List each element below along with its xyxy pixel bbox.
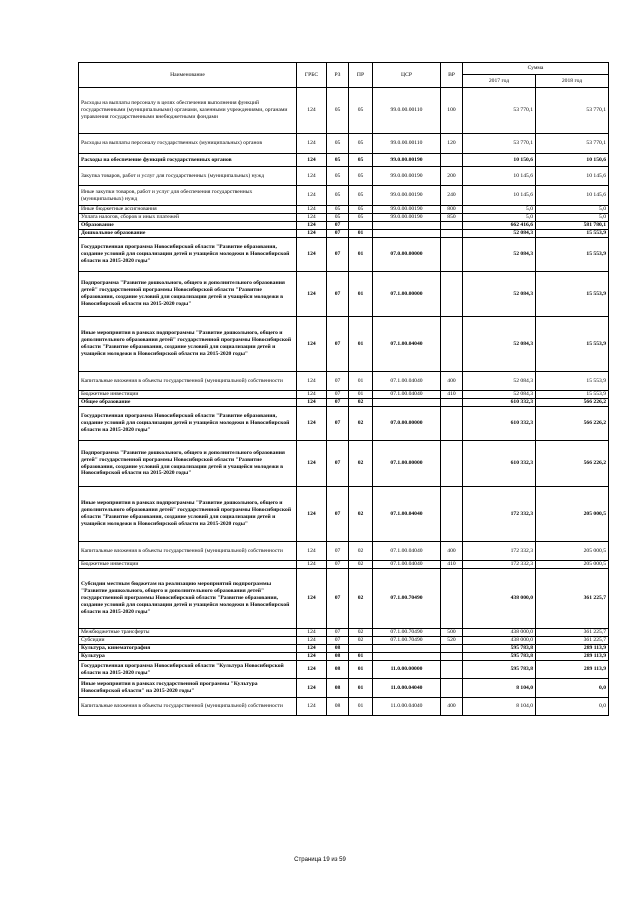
cell-vr <box>441 317 463 372</box>
cell-pr: 01 <box>349 391 373 399</box>
cell-v2017: 53 770,1 <box>463 88 536 134</box>
cell-v2017: 595 783,8 <box>463 653 536 661</box>
cell-grbs: 124 <box>297 542 327 561</box>
cell-vr <box>441 487 463 542</box>
cell-name: Расходы на выплаты персоналу в целях обеспечения выполнения функций государственными (муниципальными) органами, казенными учреждениями, органами управления государственными внебюджетными фондами <box>79 88 297 134</box>
cell-grbs: 124 <box>297 653 327 661</box>
table-row <box>79 238 609 272</box>
cell-pr: 05 <box>349 206 373 214</box>
cell-v2017: 172 332,3 <box>463 542 536 561</box>
cell-v2018: 289 113,9 <box>536 645 609 653</box>
cell-csr: 99.0.00.00110 <box>373 134 441 154</box>
cell-pr: 05 <box>349 186 373 206</box>
cell-rz: 07 <box>327 222 349 230</box>
cell-v2017: 53 770,1 <box>463 134 536 154</box>
cell-pr: 01 <box>349 238 373 272</box>
header-year-2017: 2017 год <box>463 75 536 88</box>
cell-name: Расходы на обеспечение функций государственных органов <box>79 154 297 167</box>
cell-vr <box>441 645 463 653</box>
cell-rz: 07 <box>327 272 349 317</box>
cell-v2017: 52 084,3 <box>463 238 536 272</box>
cell-v2017: 438 000,0 <box>463 629 536 637</box>
cell-rz: 08 <box>327 645 349 653</box>
cell-name: Бюджетные инвестиции <box>79 391 297 399</box>
cell-name: Иные мероприятия в рамках подпрограммы "Развитие дошкольного, общего и дополнительного образования детей" государственной программы Новосибирской области "Развитие образования, создание условий для социализации детей и учащейся молодежи в Новосибирской области на 2015-2020 годы" <box>79 487 297 542</box>
cell-pr: 01 <box>349 679 373 698</box>
table-row <box>79 272 609 317</box>
cell-grbs: 124 <box>297 238 327 272</box>
cell-rz: 07 <box>327 230 349 238</box>
cell-csr: 99.0.00.00190 <box>373 186 441 206</box>
cell-pr: 01 <box>349 698 373 716</box>
cell-rz: 07 <box>327 629 349 637</box>
cell-csr <box>373 399 441 407</box>
cell-csr <box>373 230 441 238</box>
cell-v2017: 438 000,0 <box>463 637 536 645</box>
table-row <box>79 317 609 372</box>
cell-csr: 07.1.00.00000 <box>373 441 441 487</box>
cell-pr: 02 <box>349 487 373 542</box>
cell-grbs: 124 <box>297 391 327 399</box>
table-row <box>79 186 609 206</box>
cell-v2017: 662 416,6 <box>463 222 536 230</box>
cell-pr: 02 <box>349 569 373 629</box>
table-row <box>79 206 609 214</box>
cell-pr: 01 <box>349 653 373 661</box>
cell-pr: 02 <box>349 407 373 441</box>
cell-grbs: 124 <box>297 154 327 167</box>
cell-vr <box>441 230 463 238</box>
cell-grbs: 124 <box>297 637 327 645</box>
cell-pr: 01 <box>349 272 373 317</box>
cell-name: Государственная программа Новосибирской области "Развитие образования, создание условий для социализации детей и учащейся молодежи в Новосибирской области на 2015-2020 годы" <box>79 238 297 272</box>
cell-pr: 05 <box>349 88 373 134</box>
cell-v2018: 15 553,9 <box>536 391 609 399</box>
cell-v2017: 10 145,6 <box>463 167 536 186</box>
page-footer: Страница 19 из 59 <box>294 857 346 863</box>
cell-csr: 11.0.00.04040 <box>373 698 441 716</box>
cell-vr: 850 <box>441 214 463 222</box>
cell-vr <box>441 441 463 487</box>
cell-v2017: 52 084,3 <box>463 372 536 391</box>
cell-csr: 07.1.00.70490 <box>373 569 441 629</box>
cell-csr: 07.1.00.70490 <box>373 629 441 637</box>
cell-csr: 07.1.00.04040 <box>373 561 441 569</box>
cell-csr <box>373 653 441 661</box>
cell-grbs: 124 <box>297 372 327 391</box>
cell-v2018: 289 113,9 <box>536 661 609 679</box>
header-pr: ПР <box>349 63 373 88</box>
cell-vr: 410 <box>441 561 463 569</box>
cell-pr: 01 <box>349 661 373 679</box>
cell-pr <box>349 645 373 653</box>
cell-name: Капитальные вложения в объекты государственной (муниципальной) собственности <box>79 542 297 561</box>
cell-rz: 07 <box>327 372 349 391</box>
cell-v2017: 438 000,0 <box>463 569 536 629</box>
cell-name: Субсидии местным бюджетам на реализацию мероприятий подпрограммы "Развитие дошкольного, общего и дополнительного образования детей" государственной программы Новосибирской области "Развитие образования, создание условий для социализации детей и учащейся молодежи в Новосибирской области на 2015-2020 годы" <box>79 569 297 629</box>
cell-name: Закупка товаров, работ и услуг для государственных (муниципальных) нужд <box>79 167 297 186</box>
cell-csr: 99.0.00.00190 <box>373 154 441 167</box>
cell-vr: 120 <box>441 134 463 154</box>
cell-rz: 07 <box>327 317 349 372</box>
cell-vr: 410 <box>441 391 463 399</box>
table-body <box>79 88 609 716</box>
cell-v2018: 566 226,2 <box>536 399 609 407</box>
cell-pr: 05 <box>349 154 373 167</box>
cell-vr <box>441 569 463 629</box>
cell-vr <box>441 653 463 661</box>
cell-name: Подпрограмма "Развитие дошкольного, общего и дополнительного образования детей" государственной программы Новосибирской области "Развитие образования, создание условий для социализации детей и учащейся молодежи в Новосибирской области на 2015-2020 годы" <box>79 441 297 487</box>
table-row <box>79 214 609 222</box>
cell-vr: 240 <box>441 186 463 206</box>
cell-name: Общее образование <box>79 399 297 407</box>
cell-v2017: 52 084,3 <box>463 272 536 317</box>
table-row <box>79 372 609 391</box>
cell-rz: 07 <box>327 487 349 542</box>
cell-rz: 07 <box>327 391 349 399</box>
cell-pr: 05 <box>349 214 373 222</box>
cell-rz: 05 <box>327 134 349 154</box>
cell-vr: 200 <box>441 167 463 186</box>
cell-v2018: 15 553,9 <box>536 230 609 238</box>
cell-csr: 99.0.00.00190 <box>373 214 441 222</box>
cell-grbs: 124 <box>297 407 327 441</box>
cell-grbs: 124 <box>297 167 327 186</box>
cell-name: Дошкольное образование <box>79 230 297 238</box>
table-row <box>79 653 609 661</box>
cell-vr <box>441 661 463 679</box>
cell-name: Государственная программа Новосибирской области "Развитие образования, создание условий для социализации детей и учащейся молодежи в Новосибирской области на 2015-2020 годы" <box>79 407 297 441</box>
cell-grbs: 124 <box>297 214 327 222</box>
table-row <box>79 88 609 134</box>
cell-rz: 08 <box>327 653 349 661</box>
cell-v2018: 566 226,2 <box>536 441 609 487</box>
cell-grbs: 124 <box>297 661 327 679</box>
cell-v2018: 361 225,7 <box>536 569 609 629</box>
table-row <box>79 167 609 186</box>
cell-v2018: 15 553,9 <box>536 238 609 272</box>
cell-v2017: 610 332,3 <box>463 399 536 407</box>
cell-v2018: 361 225,7 <box>536 637 609 645</box>
cell-csr: 07.1.00.00000 <box>373 272 441 317</box>
cell-vr <box>441 407 463 441</box>
cell-pr: 02 <box>349 399 373 407</box>
cell-rz: 08 <box>327 698 349 716</box>
cell-grbs: 124 <box>297 561 327 569</box>
cell-name: Межбюджетные трансферты <box>79 629 297 637</box>
cell-name: Иные бюджетные ассигнования <box>79 206 297 214</box>
cell-csr: 07.1.00.04040 <box>373 542 441 561</box>
cell-v2018: 15 553,9 <box>536 317 609 372</box>
cell-rz: 05 <box>327 214 349 222</box>
table-row <box>79 154 609 167</box>
cell-pr: 01 <box>349 372 373 391</box>
cell-name: Уплата налогов, сборов и иных платежей <box>79 214 297 222</box>
cell-csr: 11.0.00.00000 <box>373 661 441 679</box>
cell-name: Иные мероприятия в рамках государственной программы "Культура Новосибирской области" на 2015-2020 годы" <box>79 679 297 698</box>
cell-pr: 02 <box>349 441 373 487</box>
cell-csr: 07.1.00.04040 <box>373 487 441 542</box>
cell-vr: 500 <box>441 629 463 637</box>
table-row <box>79 222 609 230</box>
cell-rz: 05 <box>327 88 349 134</box>
header-grbs: ГРБС <box>297 63 327 88</box>
cell-vr: 400 <box>441 542 463 561</box>
cell-rz: 07 <box>327 441 349 487</box>
cell-grbs: 124 <box>297 222 327 230</box>
header-vr: ВР <box>441 63 463 88</box>
cell-v2018: 53 770,1 <box>536 88 609 134</box>
cell-rz: 07 <box>327 561 349 569</box>
cell-vr <box>441 399 463 407</box>
cell-grbs: 124 <box>297 317 327 372</box>
cell-name: Иные закупки товаров, работ и услуг для обеспечения государственных (муниципальных) нужд <box>79 186 297 206</box>
cell-grbs: 124 <box>297 698 327 716</box>
table-row <box>79 399 609 407</box>
cell-grbs: 124 <box>297 487 327 542</box>
cell-pr: 02 <box>349 561 373 569</box>
cell-rz: 05 <box>327 167 349 186</box>
cell-v2017: 10 150,6 <box>463 154 536 167</box>
cell-grbs: 124 <box>297 186 327 206</box>
cell-csr <box>373 222 441 230</box>
cell-v2017: 5,0 <box>463 214 536 222</box>
cell-csr: 07.1.00.04040 <box>373 317 441 372</box>
table-row <box>79 629 609 637</box>
header-year-2018: 2018 год <box>536 75 609 88</box>
cell-v2018: 205 000,5 <box>536 561 609 569</box>
cell-vr: 520 <box>441 637 463 645</box>
cell-pr: 02 <box>349 637 373 645</box>
cell-v2017: 610 332,3 <box>463 407 536 441</box>
cell-v2018: 15 553,9 <box>536 272 609 317</box>
cell-rz: 07 <box>327 238 349 272</box>
cell-vr <box>441 222 463 230</box>
table-row <box>79 407 609 441</box>
table-row <box>79 637 609 645</box>
budget-table <box>78 62 609 716</box>
cell-v2018: 205 000,5 <box>536 487 609 542</box>
cell-grbs: 124 <box>297 134 327 154</box>
cell-v2017: 52 084,3 <box>463 230 536 238</box>
cell-vr <box>441 679 463 698</box>
table-row <box>79 679 609 698</box>
table-row <box>79 230 609 238</box>
cell-v2017: 8 104,0 <box>463 679 536 698</box>
cell-v2017: 595 783,8 <box>463 645 536 653</box>
cell-vr <box>441 238 463 272</box>
cell-v2017: 172 332,3 <box>463 487 536 542</box>
cell-v2018: 205 000,5 <box>536 542 609 561</box>
cell-pr: 01 <box>349 317 373 372</box>
cell-name: Капитальные вложения в объекты государственной (муниципальной) собственности <box>79 698 297 716</box>
cell-v2018: 581 780,1 <box>536 222 609 230</box>
cell-csr: 99.0.00.00110 <box>373 88 441 134</box>
cell-pr: 02 <box>349 542 373 561</box>
cell-rz: 07 <box>327 542 349 561</box>
cell-vr <box>441 154 463 167</box>
cell-name: Культура <box>79 653 297 661</box>
cell-rz: 07 <box>327 407 349 441</box>
table-row <box>79 569 609 629</box>
table-row <box>79 441 609 487</box>
header-name: Наименование <box>79 63 297 88</box>
table-row <box>79 645 609 653</box>
cell-rz: 05 <box>327 206 349 214</box>
cell-csr: 07.1.00.04040 <box>373 391 441 399</box>
cell-name: Капитальные вложения в объекты государственной (муниципальной) собственности <box>79 372 297 391</box>
cell-grbs: 124 <box>297 399 327 407</box>
header-csr: ЦСР <box>373 63 441 88</box>
table-row <box>79 561 609 569</box>
cell-csr: 07.0.00.00000 <box>373 407 441 441</box>
cell-pr: 02 <box>349 629 373 637</box>
cell-grbs: 124 <box>297 679 327 698</box>
cell-rz: 07 <box>327 637 349 645</box>
cell-v2018: 0,0 <box>536 679 609 698</box>
cell-pr: 05 <box>349 134 373 154</box>
cell-v2018: 0,0 <box>536 698 609 716</box>
cell-rz: 08 <box>327 679 349 698</box>
cell-grbs: 124 <box>297 629 327 637</box>
cell-grbs: 124 <box>297 206 327 214</box>
table-row <box>79 542 609 561</box>
cell-name: Культура, кинематография <box>79 645 297 653</box>
cell-v2018: 15 553,9 <box>536 372 609 391</box>
table-row <box>79 487 609 542</box>
cell-csr: 11.0.00.04040 <box>373 679 441 698</box>
cell-vr: 400 <box>441 372 463 391</box>
cell-v2018: 361 225,7 <box>536 629 609 637</box>
cell-v2017: 5,0 <box>463 206 536 214</box>
cell-grbs: 124 <box>297 272 327 317</box>
table-row <box>79 134 609 154</box>
cell-vr: 800 <box>441 206 463 214</box>
cell-name: Подпрограмма "Развитие дошкольного, общего и дополнительного образования детей" государственной программы Новосибирской области "Развитие образования, создание условий для социализации детей и учащейся молодежи в Новосибирской области на 2015-2020 годы" <box>79 272 297 317</box>
cell-v2017: 10 145,6 <box>463 186 536 206</box>
cell-rz: 05 <box>327 186 349 206</box>
cell-csr: 99.0.00.00190 <box>373 167 441 186</box>
header-sum: Сумма <box>463 63 609 75</box>
cell-csr: 07.1.00.04040 <box>373 372 441 391</box>
cell-v2018: 566 226,2 <box>536 407 609 441</box>
cell-grbs: 124 <box>297 88 327 134</box>
cell-v2018: 10 145,6 <box>536 186 609 206</box>
cell-grbs: 124 <box>297 230 327 238</box>
cell-name: Субсидии <box>79 637 297 645</box>
cell-pr: 05 <box>349 167 373 186</box>
cell-csr: 99.0.00.00190 <box>373 206 441 214</box>
table-row <box>79 661 609 679</box>
cell-rz: 07 <box>327 399 349 407</box>
cell-v2018: 10 150,6 <box>536 154 609 167</box>
cell-vr: 100 <box>441 88 463 134</box>
cell-name: Расходы на выплаты персоналу государственных (муниципальных) органов <box>79 134 297 154</box>
table-row <box>79 698 609 716</box>
cell-v2017: 52 084,3 <box>463 317 536 372</box>
cell-v2018: 10 145,6 <box>536 167 609 186</box>
cell-v2017: 52 084,3 <box>463 391 536 399</box>
cell-rz: 05 <box>327 154 349 167</box>
table-row <box>79 391 609 399</box>
cell-v2017: 8 104,0 <box>463 698 536 716</box>
cell-v2018: 53 770,1 <box>536 134 609 154</box>
cell-name: Государственная программа Новосибирской области "Культура Новосибирской области на 2015-2020 годы" <box>79 661 297 679</box>
cell-v2017: 172 332,3 <box>463 561 536 569</box>
cell-grbs: 124 <box>297 645 327 653</box>
cell-name: Образование <box>79 222 297 230</box>
cell-name: Бюджетные инвестиции <box>79 561 297 569</box>
cell-v2017: 610 332,3 <box>463 441 536 487</box>
cell-v2018: 5,0 <box>536 214 609 222</box>
cell-vr <box>441 272 463 317</box>
cell-csr <box>373 645 441 653</box>
cell-csr: 07.0.00.00000 <box>373 238 441 272</box>
cell-csr: 07.1.00.70490 <box>373 637 441 645</box>
cell-rz: 08 <box>327 661 349 679</box>
cell-pr <box>349 222 373 230</box>
cell-grbs: 124 <box>297 441 327 487</box>
header-rz: РЗ <box>327 63 349 88</box>
cell-v2018: 5,0 <box>536 206 609 214</box>
cell-vr: 400 <box>441 698 463 716</box>
cell-grbs: 124 <box>297 569 327 629</box>
cell-v2017: 595 783,8 <box>463 661 536 679</box>
cell-v2018: 289 113,9 <box>536 653 609 661</box>
cell-rz: 07 <box>327 569 349 629</box>
cell-name: Иные мероприятия в рамках подпрограммы "Развитие дошкольного, общего и дополнительного образования детей" государственной программы Новосибирской области "Развитие образования, создание условий для социализации детей и учащейся молодежи в Новосибирской области на 2015-2020 годы" <box>79 317 297 372</box>
cell-pr: 01 <box>349 230 373 238</box>
